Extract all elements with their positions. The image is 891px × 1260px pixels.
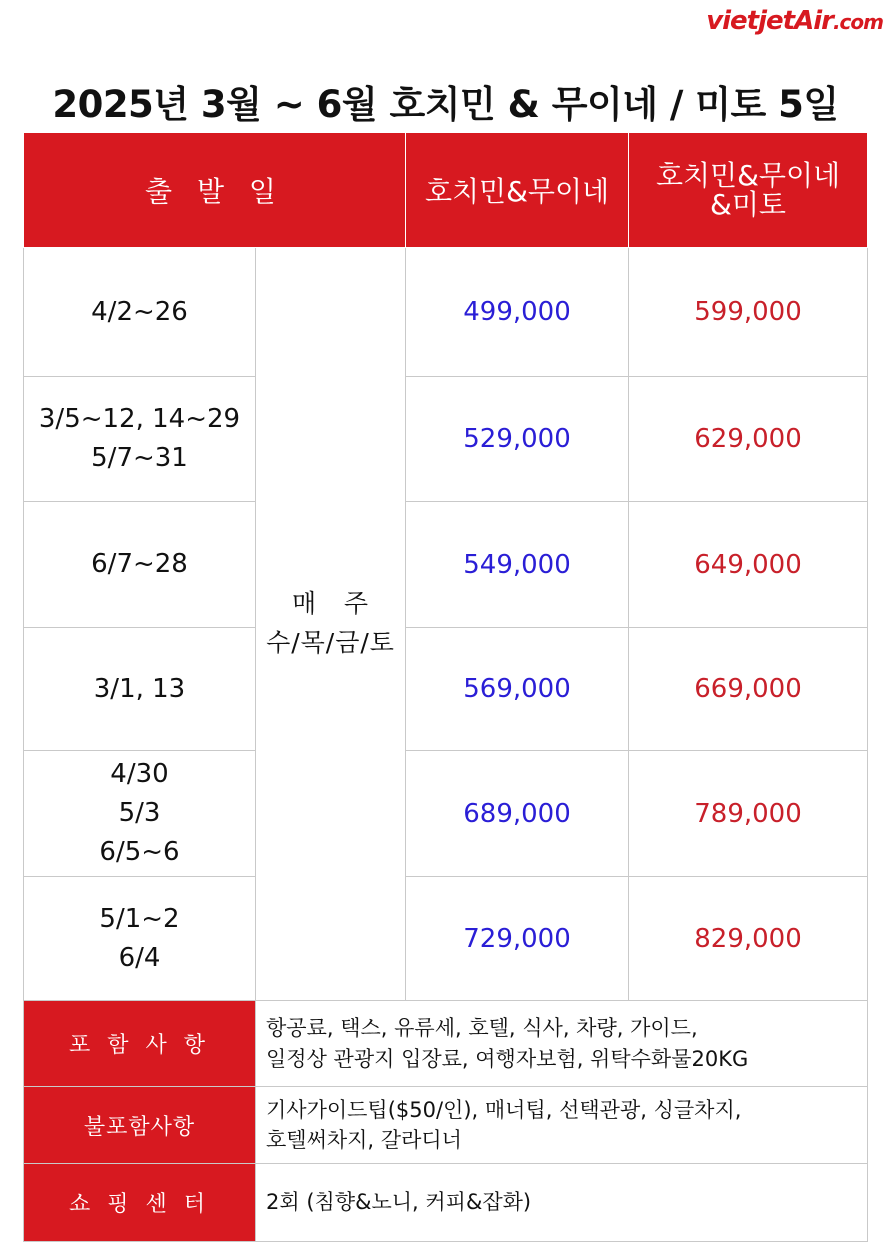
departure-dates-cell: 3/1, 13: [24, 628, 256, 751]
departure-dates-cell: 3/5~12, 14~29 5/7~31: [24, 377, 256, 502]
excluded-text: 기사가이드팁($50/인), 매너팁, 선택관광, 싱글차지, 호텔써차지, 갈라디너: [256, 1087, 868, 1164]
price-hochiminh-muine-mytho: 629,000: [629, 377, 868, 502]
price-hochiminh-muine: 549,000: [406, 502, 629, 628]
departure-dates-cell: 4/2~26: [24, 248, 256, 377]
departure-dates-cell: 6/7~28: [24, 502, 256, 628]
table-row: [24, 502, 868, 628]
price-hochiminh-muine-mytho: 599,000: [629, 248, 868, 377]
price-hochiminh-muine: 529,000: [406, 377, 629, 502]
header-departure-date: 출 발 일: [24, 133, 406, 248]
price-hochiminh-muine-mytho: 789,000: [629, 751, 868, 877]
price-hochiminh-muine: 689,000: [406, 751, 629, 877]
table-row: [24, 628, 868, 751]
table-header-row: [24, 133, 868, 248]
page-title: 2025년 3월 ~ 6월 호치민 & 무이네 / 미토 5일: [52, 83, 839, 126]
included-label: 포 함 사 항: [24, 1001, 256, 1087]
departure-dates-cell: 5/1~2 6/4: [24, 877, 256, 1001]
included-text: 항공료, 택스, 유류세, 호텔, 식사, 차량, 가이드, 일정상 관광지 입장료, 여행자보험, 위탁수화물20KG: [256, 1001, 868, 1087]
price-hochiminh-muine: 729,000: [406, 877, 629, 1001]
table-row: [24, 877, 868, 1001]
price-hochiminh-muine-mytho: 669,000: [629, 628, 868, 751]
table-row: [24, 377, 868, 502]
price-hochiminh-muine-mytho: 649,000: [629, 502, 868, 628]
info-row-shopping: [24, 1164, 868, 1242]
price-table: [23, 132, 868, 1242]
price-hochiminh-muine-mytho: 829,000: [629, 877, 868, 1001]
vietjet-logo: vietjetAir.com: [706, 6, 883, 36]
departure-dates-cell: 4/30 5/3 6/5~6: [24, 751, 256, 877]
price-hochiminh-muine: 569,000: [406, 628, 629, 751]
shopping-text: 2회 (침향&노니, 커피&잡화): [256, 1164, 868, 1242]
info-row-excluded: [24, 1087, 868, 1164]
table-row: [24, 248, 868, 377]
excluded-label: 불포함사항: [24, 1087, 256, 1164]
table-row: [24, 751, 868, 877]
header-hochiminh-muine: 호치민&무이네: [406, 133, 629, 248]
header-hochiminh-muine-mytho: 호치민&무이네 &미토: [629, 133, 868, 248]
departure-frequency-cell: 매 주 수/목/금/토: [256, 248, 406, 1001]
shopping-label: 쇼 핑 센 터: [24, 1164, 256, 1242]
price-hochiminh-muine: 499,000: [406, 248, 629, 377]
info-row-included: [24, 1001, 868, 1087]
